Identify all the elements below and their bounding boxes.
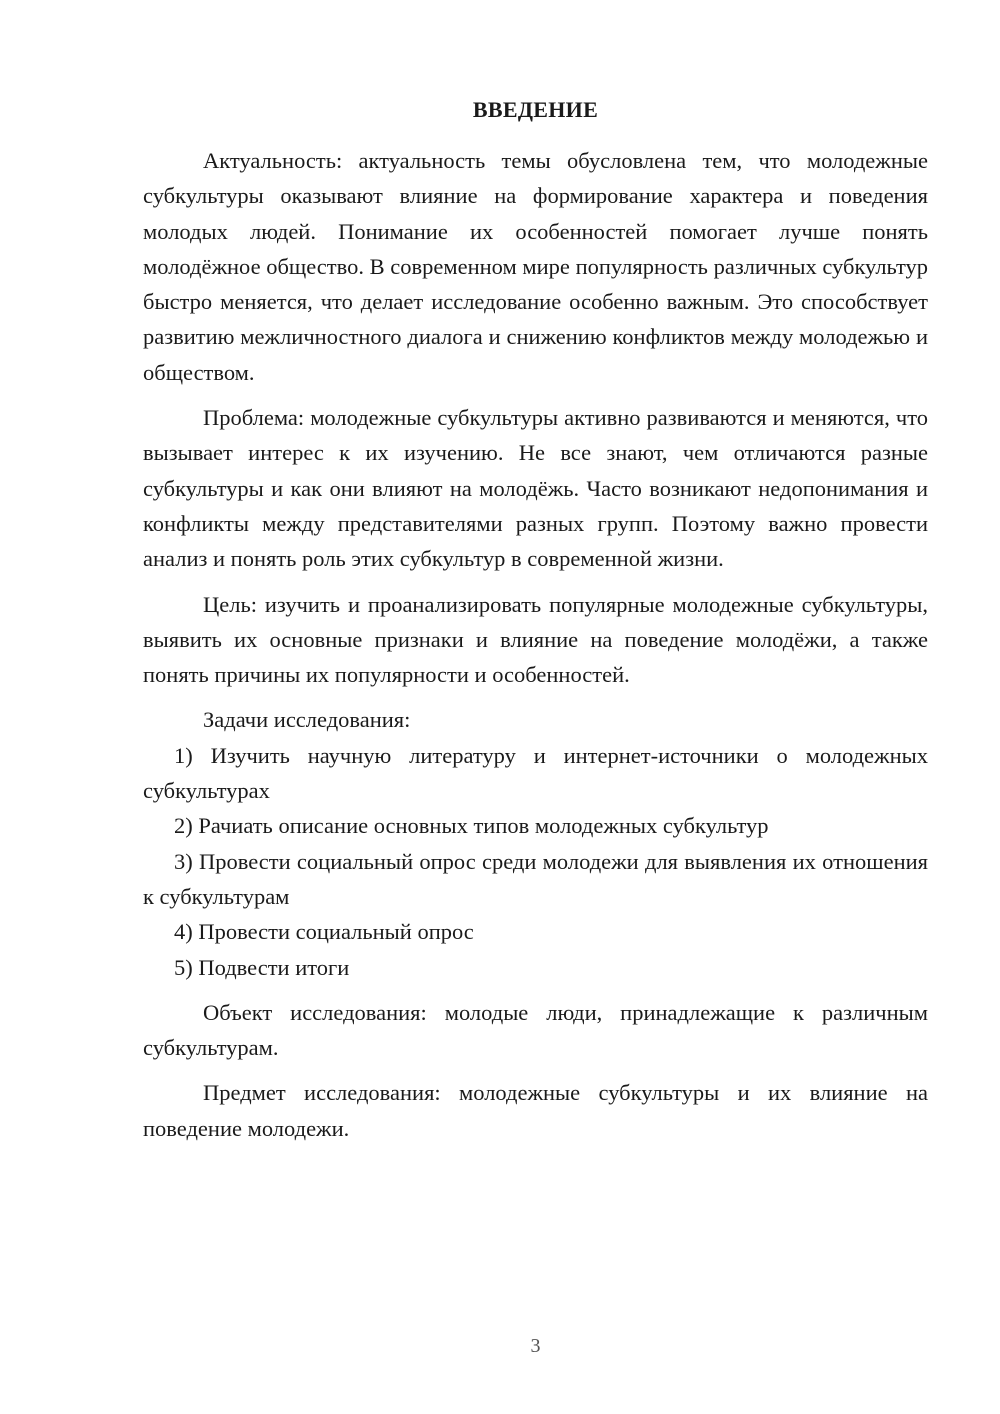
task-item-4: 4) Провести социальный опрос: [174, 919, 474, 945]
paragraph-problem: Проблема: молодежные субкультуры активно развиваются и меняются, что вызывает интерес к их изучению. Не все знают, чем отличаются разные субкультуры и как они влияют на молодёжь. Часто возникают недопонимания и конфликты между представителями разных групп. Поэтому важно провести анализ и понять роль этих субкультур в современной жизни.: [143, 405, 928, 572]
paragraph-object: Объект исследования: молодые люди, принадлежащие к различным субкультурам.: [143, 999, 928, 1061]
page-title: ВВЕДЕНИЕ: [472, 97, 599, 122]
paragraph-goal: Цель: изучить и проанализировать популярные молодежные субкультуры, выявить их основные признаки и влияние на поведение молодёжи, а также понять причины их популярности и особенностей.: [143, 591, 928, 688]
document-body: [143, 143, 928, 1146]
task-item-1: 1) Изучить научную литературу и интернет-источники о молодежных субкультурах: [143, 742, 928, 804]
paragraph-relevance: Актуальность: актуальность темы обусловлена тем, что молодежные субкультуры оказывают влияние на формирование характера и поведения молодых людей. Понимание их особенностей помогает лучше понять молодёжное общество. В современном мире популярность различных субкультур быстро меняется, что делает исследование особенно важным. Это способствует развитию межличностного диалога и снижению конфликтов между молодежью и обществом.: [143, 148, 928, 385]
page-number: 3: [530, 1335, 541, 1357]
paragraph-subject: Предмет исследования: молодежные субкультуры и их влияние на поведение молодежи.: [143, 1080, 928, 1141]
tasks-heading: Задачи исследования:: [203, 707, 411, 733]
task-item-2: 2) Рачиать описание основных типов молодежных субкультур: [174, 813, 769, 839]
document-page: [143, 0, 928, 1414]
task-item-5: 5) Подвести итоги: [174, 954, 350, 980]
task-item-3: 3) Провести социальный опрос среди молодежи для выявления их отношения к субкультурам: [143, 848, 928, 909]
